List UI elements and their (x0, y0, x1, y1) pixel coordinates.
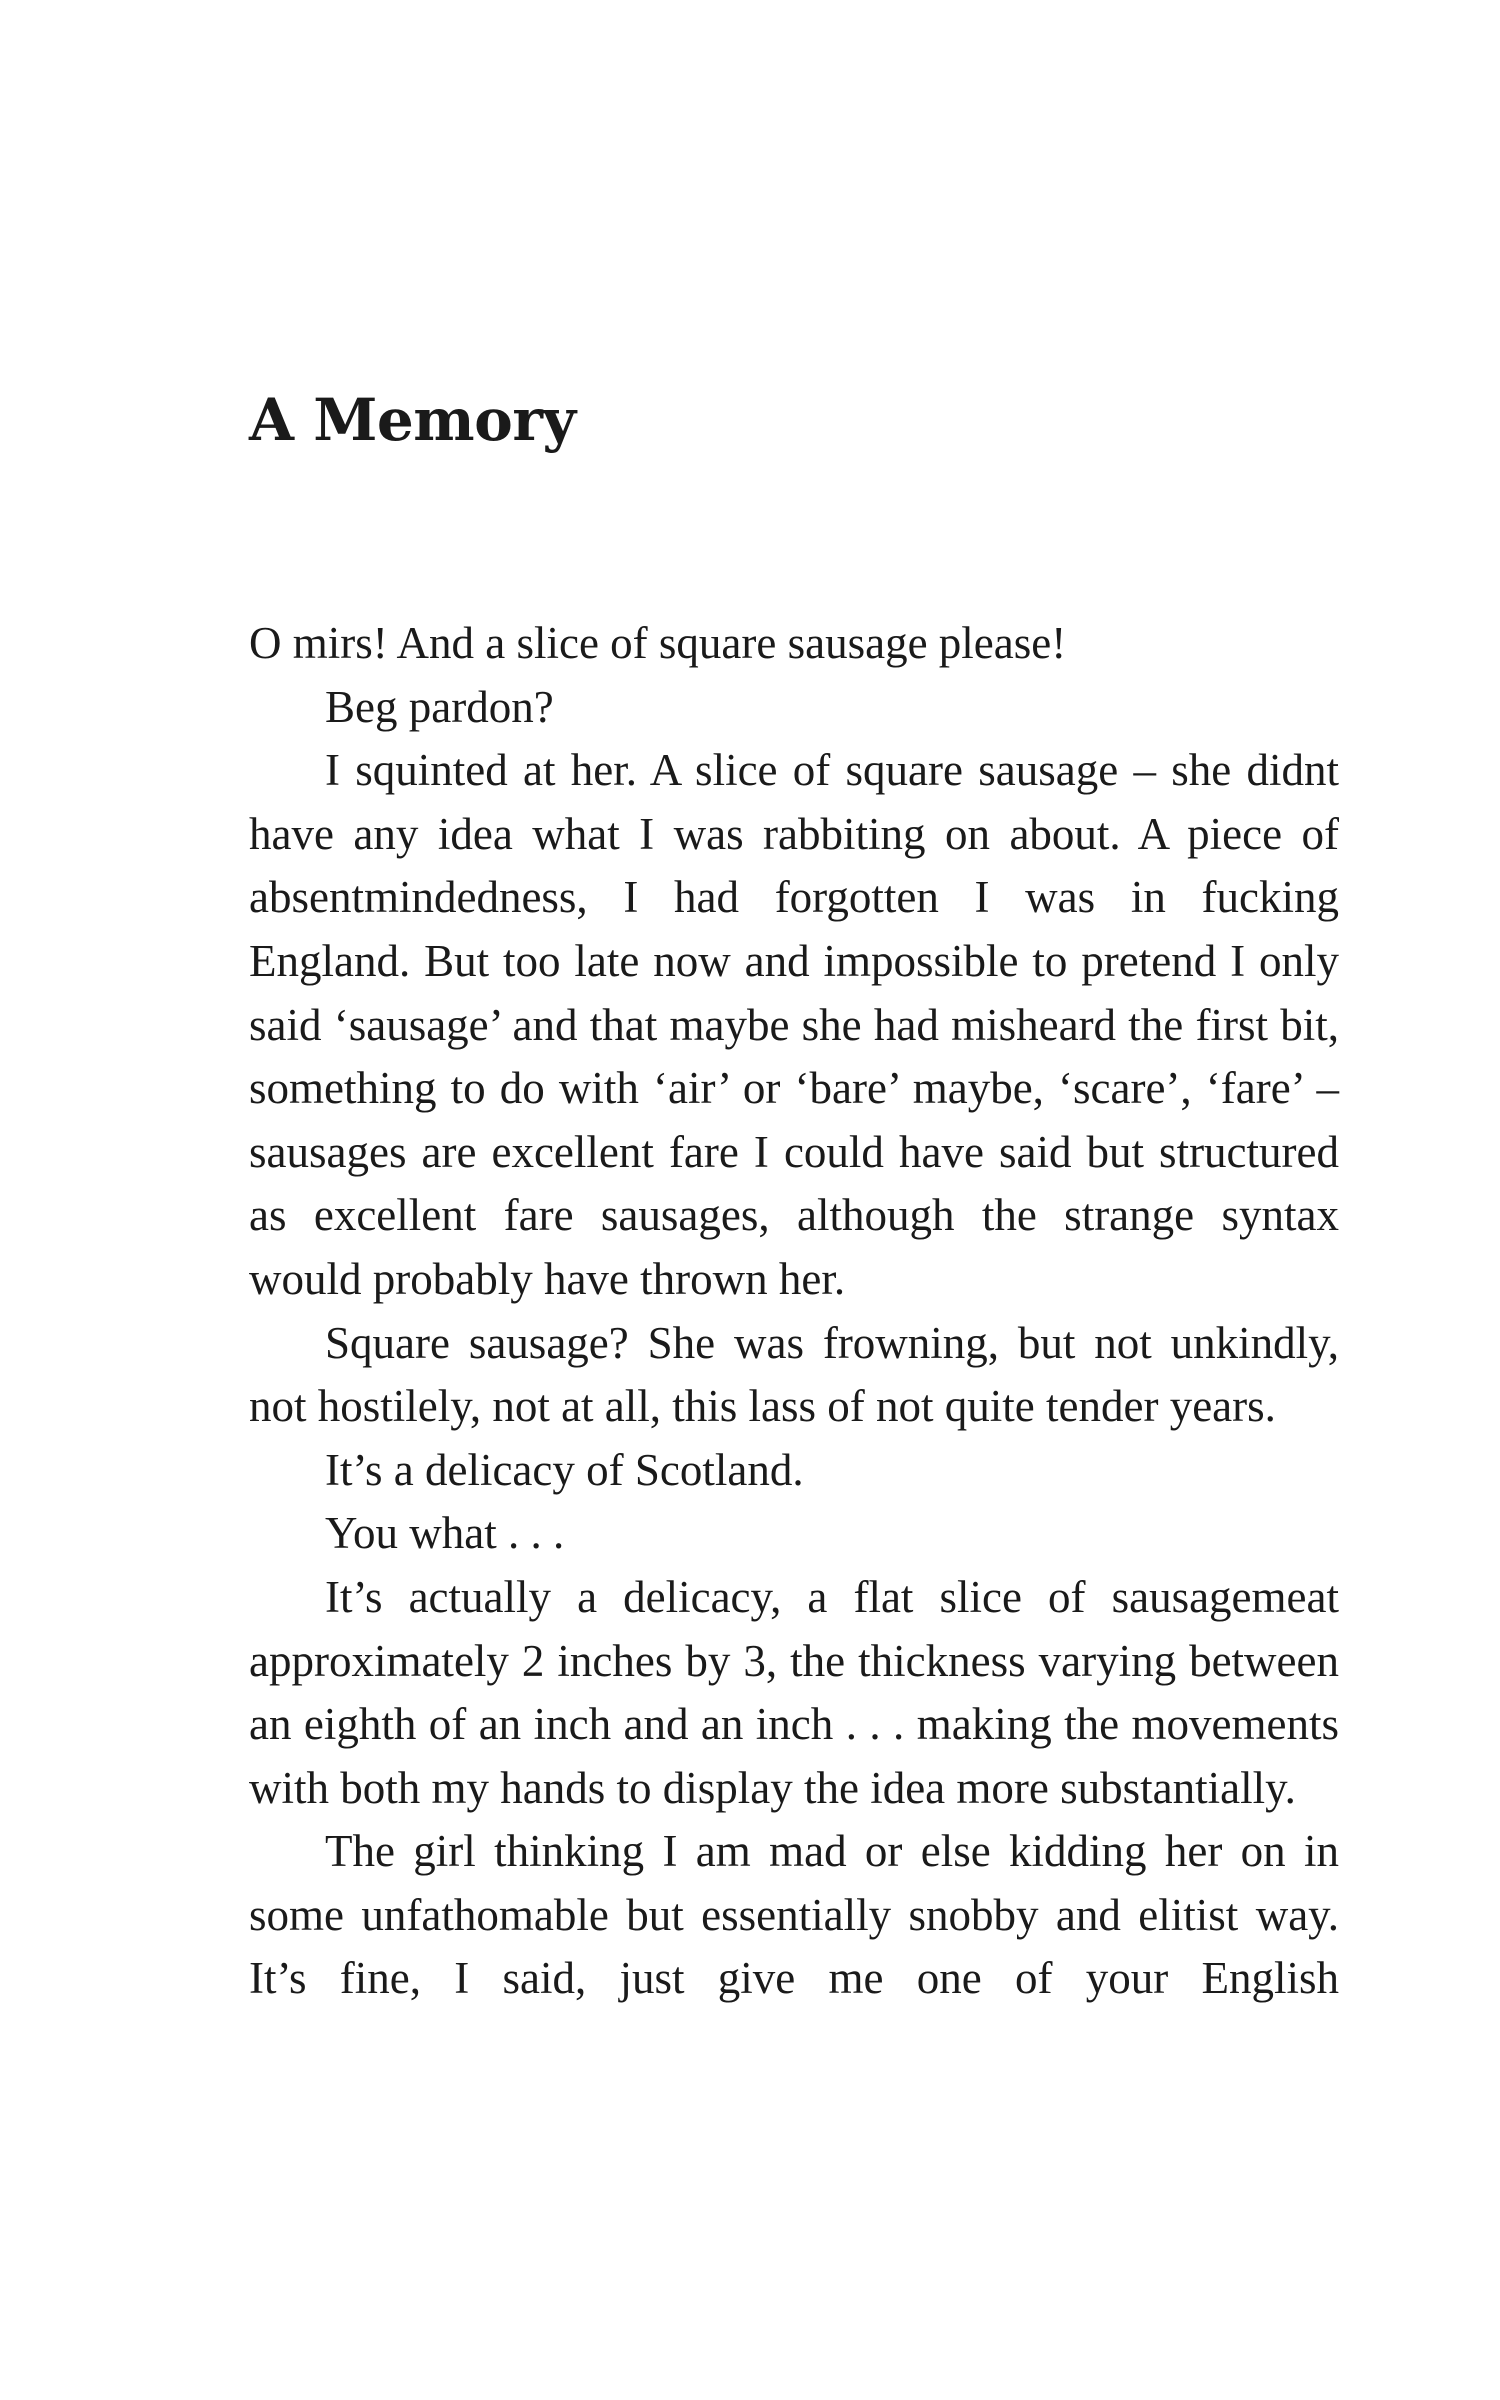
paragraph: The girl thinking I am mad or else kidding her on in some unfathomable but essentially snobby and elitist way. It’s fine, I said, just give me one of your English (249, 1826, 1339, 2004)
paragraph: It’s a delicacy of Scotland. (325, 1444, 804, 1495)
paragraph: You what . . . (325, 1508, 565, 1559)
paragraph: Square sausage? She was frowning, but not unkindly, not hostilely, not at all, this lass of not quite tender years. (249, 1317, 1339, 1432)
paragraph: Beg pardon? (325, 681, 554, 732)
paragraph: I squinted at her. A slice of square sausage – she didnt have any idea what I was rabbiting on about. A piece of absentmindedness, I had forgotten I was in fucking England. But too late now and impossible to pretend I only said ‘sausage’ and that maybe she had misheard the first bit, something to do with ‘air’ or ‘bare’ maybe, ‘scare’, ‘fare’ – sausages are excellent fare I could have said but structured as excellent fare sausages, although the strange syntax would probably have thrown her. (249, 745, 1339, 1304)
paragraph: It’s actually a delicacy, a flat slice of sausagemeat approximately 2 inches by 3, the thickness varying between an eighth of an inch and an inch . . . making the movements with both my hands to display the idea more substantially. (249, 1571, 1339, 1813)
chapter-title: A Memory (249, 386, 576, 454)
chapter-body (249, 612, 1339, 2011)
paragraph: O mirs! And a slice of square sausage please! (249, 618, 1067, 668)
